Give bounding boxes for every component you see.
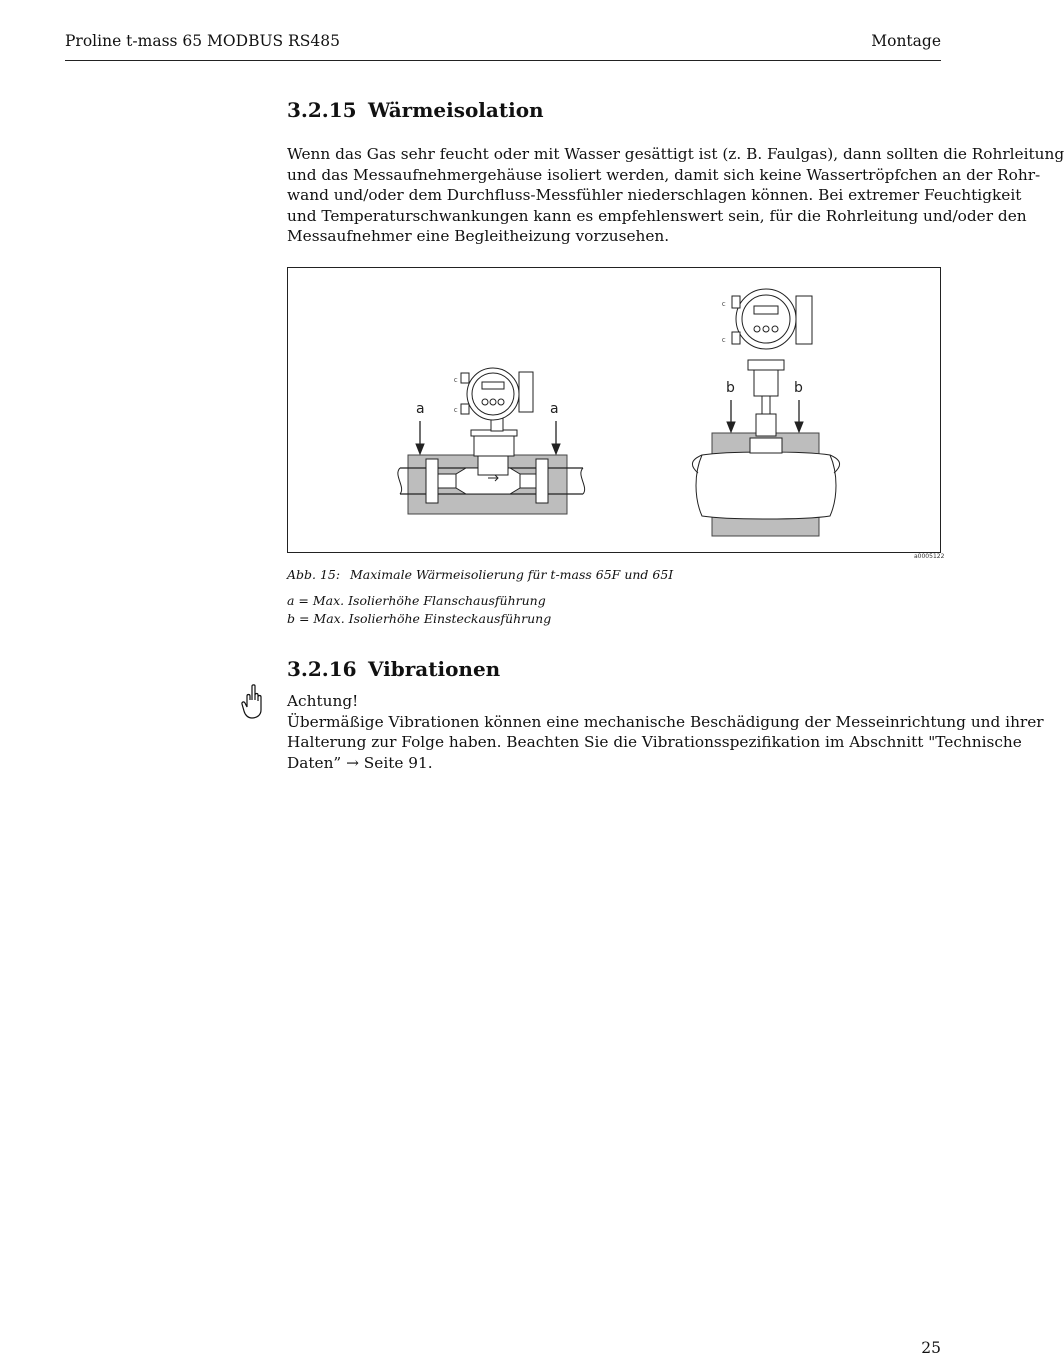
- insulation-paragraph: [287, 144, 1064, 247]
- section-heading-vibrations: [287, 657, 500, 681]
- paragraph-line: Daten” → Seite 91.: [287, 753, 433, 772]
- page-number: 25: [921, 1339, 941, 1357]
- figure-caption: [287, 567, 673, 582]
- figure-id: a0005122: [914, 553, 945, 560]
- paragraph-line: Wenn das Gas sehr feucht oder mit Wasser gesättigt ist (z. B. Faulgas), dann sollten die Rohrleitung: [287, 145, 1064, 163]
- label-a-right: a: [550, 401, 559, 417]
- svg-text:C: C: [722, 338, 726, 344]
- insulation-diagram: [288, 268, 940, 552]
- svg-text:C: C: [722, 302, 726, 308]
- label-b-left: b: [726, 380, 735, 396]
- vibration-note: [287, 691, 1044, 773]
- caption-text: Maximale Wärmeisolierung für t-mass 65F und 65I: [350, 567, 674, 582]
- figure-legend: [287, 592, 551, 627]
- header-chapter-title: Montage: [871, 32, 941, 50]
- header-divider: [65, 60, 941, 61]
- svg-text:C: C: [454, 378, 458, 384]
- pointing-hand-icon: [240, 684, 264, 720]
- paragraph-line: wand und/oder dem Durchfluss-Messfühler niederschlagen können. Bei extremer Feuchtigkeit: [287, 186, 1022, 205]
- paragraph-line: Halterung zur Folge haben. Beachten Sie die Vibrationsspezifikation im Abschnitt "Technische: [287, 733, 1022, 752]
- section-number: 3.2.16: [287, 657, 357, 681]
- svg-text:C: C: [454, 408, 458, 414]
- label-a-left: a: [416, 401, 425, 417]
- label-b-right: b: [794, 380, 803, 396]
- header-document-title: Proline t-mass 65 MODBUS RS485: [65, 32, 340, 50]
- paragraph-line: und das Messaufnehmergehäuse isoliert werden, damit sich keine Wassertröpfchen an der Rohr-: [287, 165, 1041, 184]
- section-title: Vibrationen: [368, 657, 501, 681]
- note-heading: Achtung!: [287, 692, 359, 710]
- paragraph-line: Messaufnehmer eine Begleitheizung vorzusehen.: [287, 227, 670, 246]
- legend-item-b: b = Max. Isolierhöhe Einsteckausführung: [287, 610, 552, 626]
- section-heading-insulation: [287, 98, 544, 122]
- section-number: 3.2.15: [287, 98, 357, 122]
- flanged-meter-drawing: [398, 368, 585, 514]
- insulation-figure: [287, 267, 941, 553]
- section-title: Wärmeisolation: [368, 98, 544, 122]
- caption-label: Abb. 15:: [287, 567, 341, 582]
- legend-item-a: a = Max. Isolierhöhe Flanschausführung: [287, 593, 546, 608]
- paragraph-line: und Temperaturschwankungen kann es empfehlenswert sein, für die Rohrleitung und/oder den: [287, 206, 1027, 225]
- paragraph-line: Übermäßige Vibrationen können eine mechanische Beschädigung der Messeinrichtung und ihrer: [287, 712, 1044, 731]
- insertion-meter-drawing: [692, 289, 839, 536]
